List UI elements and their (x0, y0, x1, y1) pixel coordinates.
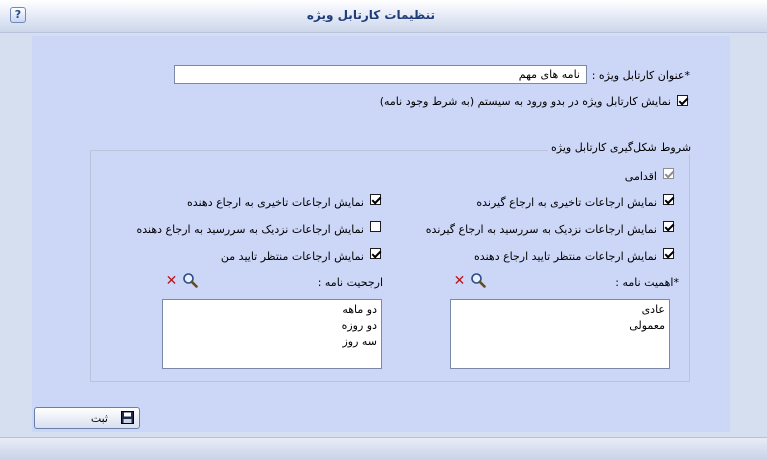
list-item[interactable]: دو روزه (341, 319, 377, 332)
list-item[interactable]: سه روز (342, 335, 377, 348)
save-button-label: ثبت (90, 412, 108, 425)
show-on-login-checkbox[interactable] (677, 95, 688, 106)
importance-list[interactable] (450, 299, 670, 369)
help-icon[interactable]: ? (10, 7, 26, 23)
floppy-disk-icon (121, 411, 134, 424)
clear-priority-icon[interactable]: ✕ (165, 273, 178, 289)
title-input[interactable]: نامه های مهم (174, 65, 587, 84)
importance-label: *اهمیت نامه : (615, 276, 679, 289)
late-to-sender-label: نمایش ارجاعات تاخیری به ارجاع دهنده (187, 196, 364, 209)
pending-my-approval-checkbox[interactable] (370, 248, 381, 259)
save-button[interactable] (34, 407, 140, 429)
window-title: تنظیمات کارتابل ویژه (306, 8, 435, 22)
list-item[interactable]: دو ماهه (342, 303, 377, 316)
title-label: *عنوان کارتابل ویژه : (591, 69, 690, 82)
late-to-sender-checkbox[interactable] (370, 194, 381, 205)
conditions-legend: شروط شکل‌گیری کارتابل ویژه (548, 141, 694, 154)
search-priority-icon[interactable] (182, 272, 198, 288)
clear-importance-icon[interactable]: ✕ (453, 273, 466, 289)
pending-sender-approval-label: نمایش ارجاعات منتظر تایید ارجاع دهنده (474, 250, 657, 263)
search-importance-icon[interactable] (470, 272, 486, 288)
pending-my-approval-label: نمایش ارجاعات منتظر تایید من (220, 250, 364, 263)
action-checkbox (663, 168, 674, 179)
near-due-to-receiver-checkbox[interactable] (663, 221, 674, 232)
late-to-receiver-checkbox[interactable] (663, 194, 674, 205)
priority-list[interactable] (162, 299, 382, 369)
list-item[interactable]: عادی (641, 303, 665, 316)
title-bar (0, 0, 767, 33)
pending-sender-approval-checkbox[interactable] (663, 248, 674, 259)
bottom-bar (0, 437, 767, 460)
list-item[interactable]: معمولی (629, 319, 665, 332)
action-label: اقدامی (624, 170, 657, 183)
near-due-to-receiver-label: نمایش ارجاعات نزدیک به سررسید به ارجاع گیرنده (425, 223, 657, 236)
late-to-receiver-label: نمایش ارجاعات تاخیری به ارجاع گیرنده (476, 196, 657, 209)
show-on-login-label: نمایش کارتابل ویژه در بدو ورود به سیستم (به شرط وجود نامه) (379, 95, 671, 108)
near-due-to-sender-label: نمایش ارجاعات نزدیک به سررسید به ارجاع دهنده (136, 223, 364, 236)
near-due-to-sender-checkbox[interactable] (370, 221, 381, 232)
priority-label: ارجحیت نامه : (317, 276, 383, 289)
